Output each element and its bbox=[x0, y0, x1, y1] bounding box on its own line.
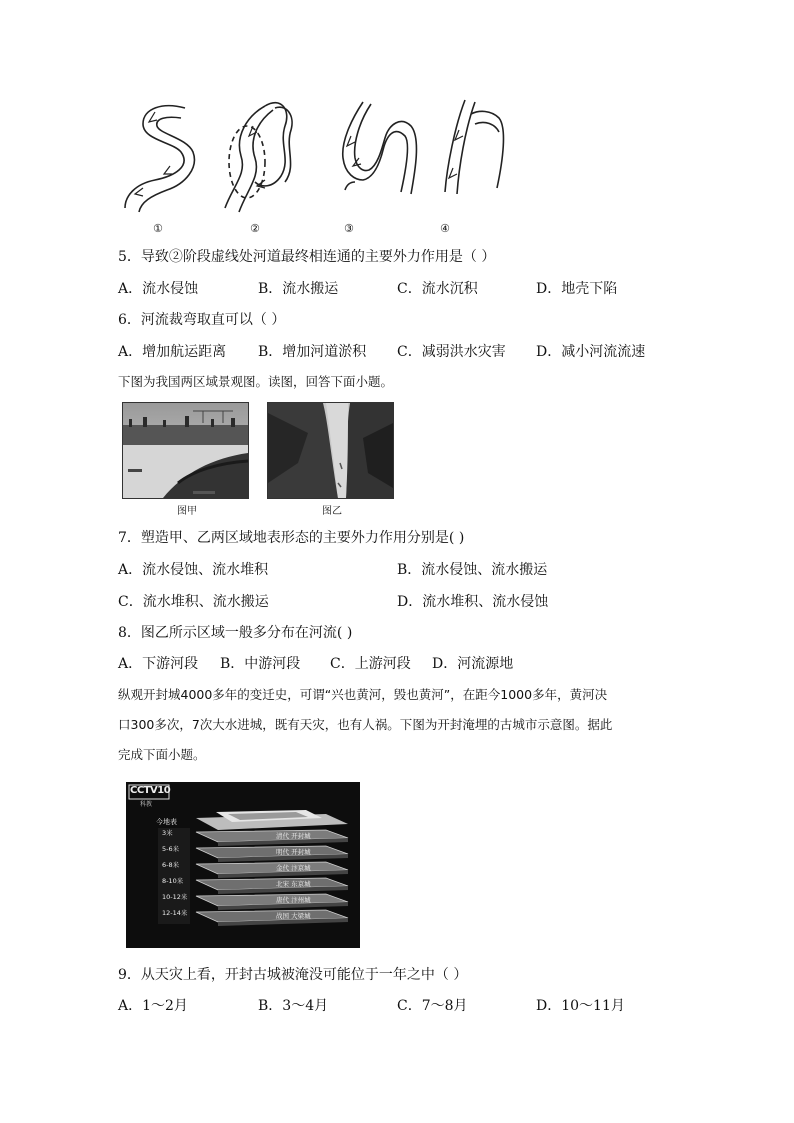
intro-kaifeng-line-3: 完成下面小题。 bbox=[118, 747, 206, 762]
question-6-option-d[interactable]: D．减小河流流速 bbox=[536, 344, 646, 360]
question-8-option-d[interactable]: D．河流源地 bbox=[432, 656, 514, 672]
depth-label: 3米 bbox=[162, 829, 173, 837]
intro-two-regions: 下图为我国两区域景观图。读图，回答下面小题。 bbox=[118, 374, 394, 389]
intro-kaifeng-line-1: 纵观开封城4000多年的变迁史，可谓“兴也黄河，毁也黄河”，在距今1000多年，黄河决 bbox=[118, 687, 608, 702]
surface-label: 今地表 bbox=[156, 818, 177, 826]
question-5-option-a[interactable]: A．流水侵蚀 bbox=[118, 281, 199, 297]
question-9-option-a[interactable]: A．1～2月 bbox=[118, 998, 188, 1014]
caption-jia: 图甲 bbox=[177, 506, 197, 517]
question-6-option-a[interactable]: A．增加航运距离 bbox=[118, 344, 227, 360]
question-6-stem: 6．河流裁弯取直可以（ ） bbox=[118, 312, 286, 328]
stage-label-3: ③ bbox=[344, 222, 354, 235]
city-layer-label: 战国 大梁城 bbox=[276, 912, 311, 920]
depth-label: 5-6米 bbox=[162, 845, 180, 853]
stage-label-1: ① bbox=[153, 222, 163, 235]
city-layer-label: 明代 开封城 bbox=[276, 848, 311, 856]
question-6-option-b[interactable]: B．增加河道淤积 bbox=[258, 344, 367, 360]
caption-yi: 图乙 bbox=[322, 506, 342, 517]
question-8-option-a[interactable]: A．下游河段 bbox=[118, 656, 199, 672]
stage-label-4: ④ bbox=[440, 222, 450, 235]
city-layer-label: 金代 汴京城 bbox=[276, 864, 311, 872]
question-5-option-b[interactable]: B．流水搬运 bbox=[258, 281, 339, 297]
question-9-option-b[interactable]: B．3～4月 bbox=[258, 998, 329, 1014]
question-7-option-c[interactable]: C．流水堆积、流水搬运 bbox=[118, 594, 269, 610]
kaifeng-buried-cities-figure bbox=[126, 782, 360, 948]
question-5-option-d[interactable]: D．地壳下陷 bbox=[536, 281, 618, 297]
photo-yi bbox=[267, 402, 394, 499]
meander-stages-figure bbox=[115, 96, 515, 236]
question-5-stem: 5．导致②阶段虚线处河道最终相连通的主要外力作用是（ ） bbox=[118, 249, 496, 265]
depth-label: 6-8米 bbox=[162, 861, 180, 869]
cctv-logo: CCTV10 bbox=[130, 785, 171, 796]
photo-jia bbox=[122, 402, 249, 499]
intro-kaifeng-line-2: 口300多次，7次大水进城，既有天灾，也有人祸。下图为开封淹埋的古城市示意图。据此 bbox=[118, 717, 613, 732]
question-5-option-c[interactable]: C．流水沉积 bbox=[397, 281, 478, 297]
question-9-option-d[interactable]: D．10～11月 bbox=[536, 998, 625, 1014]
depth-label: 10-12米 bbox=[162, 893, 188, 901]
city-layer-label: 唐代 汴州城 bbox=[276, 896, 311, 904]
depth-label: 12-14米 bbox=[162, 909, 188, 917]
city-layer-label: 北宋 东京城 bbox=[276, 880, 311, 888]
question-7-option-d[interactable]: D．流水堆积、流水侵蚀 bbox=[397, 594, 549, 610]
question-8-stem: 8．图乙所示区域一般多分布在河流( ) bbox=[118, 625, 353, 641]
question-6-option-c[interactable]: C．减弱洪水灾害 bbox=[397, 344, 506, 360]
question-8-option-b[interactable]: B．中游河段 bbox=[220, 656, 301, 672]
cctv-logo-sub: 科教 bbox=[140, 801, 153, 808]
depth-label: 8-10米 bbox=[162, 877, 184, 885]
question-9-stem: 9．从天灾上看，开封古城被淹没可能位于一年之中（ ） bbox=[118, 967, 468, 983]
question-7-option-b[interactable]: B．流水侵蚀、流水搬运 bbox=[397, 562, 548, 578]
city-layer-label: 清代 开封城 bbox=[276, 832, 311, 840]
question-9-option-c[interactable]: C．7～8月 bbox=[397, 998, 468, 1014]
question-7-option-a[interactable]: A．流水侵蚀、流水堆积 bbox=[118, 562, 269, 578]
question-8-option-c[interactable]: C．上游河段 bbox=[330, 656, 411, 672]
question-7-stem: 7．塑造甲、乙两区域地表形态的主要外力作用分别是( ) bbox=[118, 530, 465, 546]
stage-label-2: ② bbox=[250, 222, 260, 235]
